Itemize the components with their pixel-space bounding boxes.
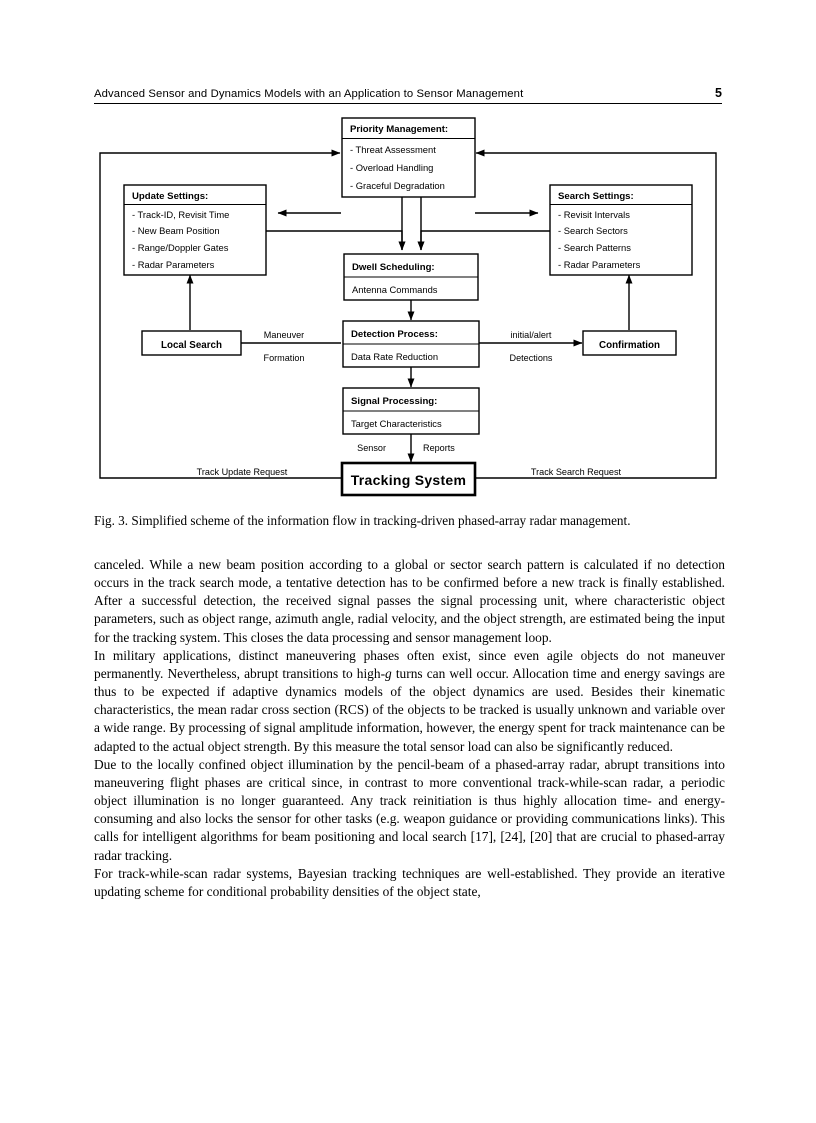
box-update-item-3: - Radar Parameters [132, 259, 215, 270]
edge-label-track-update-request: Track Update Request [196, 467, 288, 477]
box-tracking-system [342, 463, 475, 495]
figure-3-diagram [94, 112, 722, 504]
box-update-item-0: - Track-ID, Revisit Time [132, 209, 230, 220]
body-text [94, 556, 725, 901]
box-priority-item-1: - Overload Handling [350, 162, 434, 173]
box-update-item-1: - New Beam Position [132, 225, 220, 236]
box-tracking-system-title: Tracking System [350, 472, 467, 488]
edge-label-formation: Formation [263, 353, 305, 363]
box-search-item-2: - Search Patterns [558, 242, 631, 253]
box-detection-process [343, 321, 479, 367]
edge-label-track-search-request: Track Search Request [530, 467, 622, 477]
box-update-item-2: - Range/Doppler Gates [132, 242, 229, 253]
edge-label-reports: Reports [423, 443, 455, 453]
figure-caption: Fig. 3. Simplified scheme of the information flow in tracking-driven phased-array radar management. [94, 513, 631, 528]
box-search-item-1: - Search Sectors [558, 225, 628, 236]
box-search-settings [550, 185, 692, 275]
body-paragraph-3: Due to the locally confined object illumination by the pencil-beam of a phased-array radar, abrupt transitions into maneuvering flight phases are critical since, in contrast to more conventional track-while-scan radar, a periodic object illumination is no longer guaranteed. Any track reinitiation is thus highly allocation time- and energy-consuming and also locks the sensor for other tasks (e.g. weapon guidance or providing communications links). This calls for intelligent algorithms for beam positioning and local search [17], [24], [20] that are crucial to phased-array radar tracking. [94, 756, 725, 863]
box-signal-sub: Target Characteristics [351, 418, 442, 429]
box-priority-item-2: - Graceful Degradation [350, 180, 445, 191]
box-local-search-title: Local Search [161, 340, 222, 351]
box-update-settings [124, 185, 266, 275]
box-signal-title: Signal Processing: [351, 396, 438, 407]
box-detection-sub: Data Rate Reduction [351, 351, 439, 362]
box-search-item-0: - Revisit Intervals [558, 209, 630, 220]
body-paragraph-2-text: In military applications, distinct maneuvering phases often exist, since even agile objects do not maneuver permanently. Nevertheless, abrupt transitions to high-g turns can well occur. Allocation time and energy savings are thus to be expected if adaptive dynamics models of the object dynamics are used. Besides their kinematic characteristics, the mean radar cross section (RCS) of the objects to be tracked is usually unknown and variable over a wide range. By processing of signal amplitude information, however, the energy spent for track maintenance can be adapted to the actual object strength. By this measure the total sensor load can also be significantly reduced. [94, 647, 725, 754]
box-dwell-sub: Antenna Commands [352, 284, 438, 295]
body-paragraph-2 [94, 647, 725, 756]
box-confirmation-title: Confirmation [599, 340, 660, 351]
italic-variable-g: g [385, 665, 392, 681]
box-signal-processing [343, 388, 479, 434]
body-paragraph-4: For track-while-scan radar systems, Bayesian tracking techniques are well-established. They provide an iterative updating scheme for conditional probability densities of the object state, [94, 865, 725, 899]
box-dwell-title: Dwell Scheduling: [352, 262, 435, 273]
edge-label-sensor: Sensor [357, 443, 386, 453]
running-head [94, 78, 722, 104]
box-confirmation [583, 331, 676, 355]
box-local-search [142, 331, 241, 355]
edge-search-to-dwell [421, 231, 550, 250]
edge-label-maneuver: Maneuver [263, 330, 305, 340]
box-priority-title: Priority Management: [350, 124, 449, 135]
running-head-title: Advanced Sensor and Dynamics Models with an Application to Sensor Management [94, 88, 524, 100]
page-number: 5 [715, 86, 722, 100]
edge-priority-to-dwell [402, 197, 421, 250]
edge-label-initial-alert: initial/alert [510, 330, 552, 340]
box-dwell-scheduling [344, 254, 478, 300]
box-priority-item-0: - Threat Assessment [350, 144, 436, 155]
box-detection-title: Detection Process: [351, 329, 438, 340]
box-update-title: Update Settings: [132, 191, 209, 202]
box-search-title: Search Settings: [558, 191, 634, 202]
edge-update-to-dwell [266, 231, 402, 250]
box-priority-management [342, 118, 475, 197]
edge-label-detections: Detections [509, 353, 553, 363]
body-paragraph-1: canceled. While a new beam position according to a global or sector search pattern is calculated if no detection occurs in the track search mode, a tentative detection has to be confirmed before a new track is finally established. After a successful detection, the received signal passes the signal processing unit, where characteristic object parameters, such as object range, azimuth angle, radial velocity, and the object strength, are estimated being the input for the tracking system. This closes the data processing and sensor management loop. [94, 557, 725, 645]
box-search-item-3: - Radar Parameters [558, 259, 641, 270]
